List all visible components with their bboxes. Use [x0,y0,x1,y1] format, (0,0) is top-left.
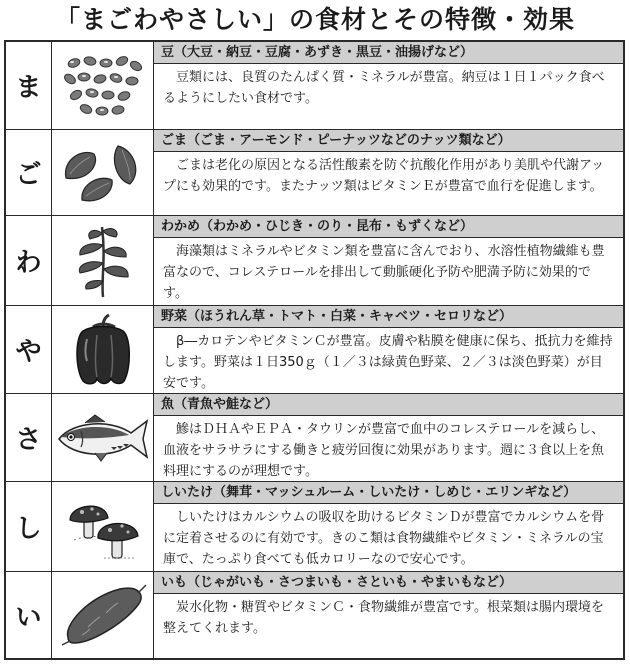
row-heading: しいたけ（舞茸・マッシュルーム・しいたけ・しめじ・エリンギなど） [154,482,623,504]
fish-icon [55,413,151,463]
mushrooms-icon [64,492,142,562]
table-row-shiitake [6,482,623,572]
row-kana: い [6,572,52,658]
row-heading: 野菜（ほうれん草・トマト・白菜・キャベツ・セロリなど） [154,306,623,328]
row-kana: ご [6,130,52,215]
table-row-mame [6,42,623,130]
row-description: しいたけはカルシウムの吸収を助けるビタミンＤが豊富でカルシウムを骨に定着させるのに有効です。きのこ類は食物繊維やビタミン・ミネラルの宝庫で、たっぷり食べても低カロリーなので安心です。 [163,510,605,567]
row-kana: わ [6,216,52,305]
table-row-sakana [6,394,623,482]
row-heading: わかめ（わかめ・ひじき・のり・昆布・もずくなど） [154,216,623,238]
almonds-icon [60,140,146,206]
row-kana: さ [6,394,52,481]
row-description: β―カロテンやビタミンＣが豊富。皮膚や粘膜を健康に保ち、抵抗力を維持します。野菜は１日350ｇ（１／３は緑黄色野菜、２／３は淡色野菜）が目安です。 [163,334,613,391]
table-row-goma [6,130,623,216]
row-kana: し [6,482,52,571]
row-heading: 魚（青魚や鮭など） [154,394,623,416]
row-description: 炭水化物・糖質やビタミンＣ・食物繊維が豊富です。根菜類は腸内環境を整えてくれます。 [163,600,604,636]
row-description: 豆類には、良質のたんぱく質・ミネラルが豊富。納豆は１日１パック食べるようにしたい食材です。 [163,70,605,106]
row-kana: ま [6,42,52,129]
row-heading: ごま（ごま・アーモンド・ピーナッツなどのナッツ類など） [154,130,623,152]
seaweed-icon [68,223,138,299]
food-table [4,40,625,660]
beans-icon [60,51,146,121]
sweet-potato-icon [58,583,148,647]
table-row-wakame [6,216,623,306]
bell-pepper-icon [73,313,133,387]
row-description: 鰺はＤＨＡやＥＰＡ・タウリンが豊富で血中のコレステロールを減らし、血液をサラサラにする働きと疲労回復に効果があります。週に３食以上を魚料理にするのが理想です。 [163,422,605,479]
row-heading: いも（じゃがいも・さつまいも・さといも・やまいもなど） [154,572,623,594]
page-title: 「まごわやさしい」の食材とその特徴・効果 [54,5,575,34]
row-description: 海藻類はミネラルやビタミン類を豊富に含んでおり、水溶性植物繊維も豊富なので、コレステロールを排出して動脈硬化予防や肥満予防に効果的です。 [163,244,605,301]
row-description: ごまは老化の原因となる活性酸素を防ぐ抗酸化作用があり美肌や代謝アップにも効果的です。またナッツ類はビタミンＥが豊富で血行を促進します。 [163,158,605,194]
row-kana: や [6,306,52,393]
table-row-yasai [6,306,623,394]
row-heading: 豆（大豆・納豆・豆腐・あずき・黒豆・油揚げなど） [154,42,623,64]
table-row-imo [6,572,623,658]
